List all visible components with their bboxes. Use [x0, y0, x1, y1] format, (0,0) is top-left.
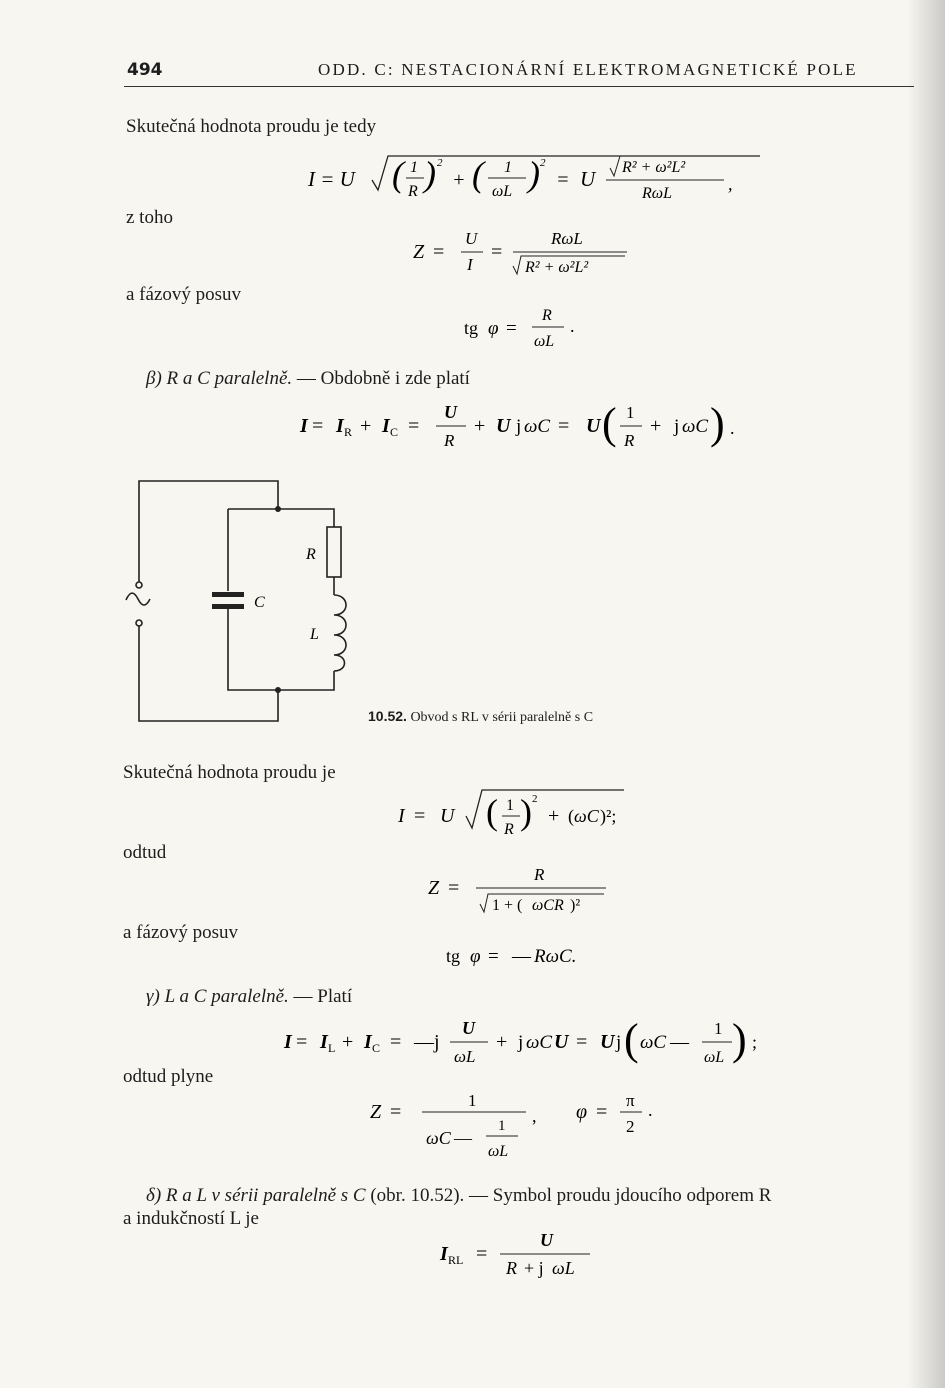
svg-text:ωC: ωC — [640, 1032, 667, 1053]
svg-text:1: 1 — [504, 159, 512, 176]
equation-current-1-drawing — [300, 150, 760, 210]
svg-text:ωCR: ωCR — [532, 897, 564, 914]
svg-text:=: = — [506, 318, 517, 339]
svg-text:L: L — [328, 1041, 336, 1055]
equation-current-2 — [392, 786, 652, 850]
svg-text:): ) — [710, 399, 725, 448]
svg-text:): ) — [732, 1015, 747, 1064]
svg-text:I: I — [336, 415, 344, 437]
svg-text:ωC: ωC — [682, 416, 709, 437]
svg-text:RωC.: RωC. — [534, 946, 577, 967]
capacitor-plate-top — [212, 592, 244, 597]
svg-text:=: = — [433, 241, 445, 263]
equation-impedance-2 — [420, 858, 620, 926]
svg-text:2: 2 — [540, 157, 546, 169]
svg-text:(: ( — [472, 154, 484, 194]
equation-current-gamma-drawing — [280, 1012, 770, 1076]
svg-text:Z: Z — [370, 1101, 382, 1123]
svg-text:U: U — [496, 415, 511, 437]
svg-text:)²;: )²; — [600, 806, 617, 826]
svg-text:I: I — [284, 1031, 292, 1053]
svg-text:I: I — [467, 255, 473, 274]
delta-heading: δ) R a L v sérii paralelně s C — [146, 1185, 366, 1206]
svg-text:1: 1 — [498, 1118, 506, 1134]
svg-text:U: U — [540, 1230, 553, 1250]
svg-text:ωL: ωL — [492, 183, 513, 200]
equation-impedance-2-drawing — [420, 858, 620, 922]
running-title: ODD. C: NESTACIONÁRNÍ ELEKTROMAGNETICKÉ POLE — [318, 60, 858, 79]
svg-text:U: U — [600, 1031, 615, 1053]
svg-text:=: = — [390, 1031, 402, 1053]
svg-text:1: 1 — [626, 403, 635, 422]
svg-text:+: + — [360, 415, 372, 437]
svg-text:2: 2 — [437, 157, 443, 169]
svg-text:U: U — [440, 805, 455, 827]
svg-text:j: j — [518, 1032, 524, 1053]
svg-text:): ) — [424, 154, 436, 194]
equation-current-1 — [300, 150, 760, 216]
svg-text:=: = — [296, 1031, 308, 1053]
svg-text:Z: Z — [413, 241, 425, 263]
svg-text:ωL: ωL — [704, 1049, 725, 1066]
circuit-figure — [120, 475, 380, 734]
svg-text:—j: —j — [414, 1031, 440, 1053]
paragraph-delta — [146, 1185, 771, 1207]
svg-text:R: R — [444, 431, 455, 450]
paragraph-gamma — [146, 986, 352, 1008]
svg-text:+ j: + j — [524, 1258, 544, 1278]
svg-text:;: ; — [752, 1032, 758, 1052]
svg-text:+: + — [650, 415, 662, 437]
svg-text:U: U — [580, 167, 596, 191]
svg-text:=: = — [491, 241, 503, 263]
caption-number: 10.52. — [368, 708, 407, 724]
svg-text:π: π — [626, 1091, 635, 1110]
svg-text:=: = — [390, 1101, 402, 1123]
svg-text:=: = — [414, 805, 426, 827]
svg-text:U: U — [444, 402, 457, 422]
svg-text:tg: tg — [464, 318, 479, 338]
svg-text:=: = — [408, 415, 420, 437]
svg-text:U: U — [554, 1031, 569, 1053]
svg-text:)²: )² — [570, 897, 581, 914]
svg-text:,: , — [728, 174, 733, 194]
label-fazovy-posuv-1: a fázový posuv — [126, 284, 242, 305]
svg-text:+: + — [548, 805, 560, 827]
svg-text:=: = — [448, 877, 460, 899]
svg-text:,: , — [532, 1106, 537, 1126]
svg-text:φ: φ — [576, 1101, 588, 1123]
svg-text:2: 2 — [626, 1117, 635, 1136]
gamma-heading: γ) L a C paralelně. — [146, 986, 289, 1007]
label-fazovy-posuv-2: a fázový posuv — [123, 922, 239, 943]
svg-text:1 + (: 1 + ( — [492, 897, 523, 914]
svg-text:1: 1 — [506, 797, 514, 814]
svg-text:—: — — [670, 1032, 689, 1053]
svg-text:1: 1 — [468, 1091, 477, 1110]
paragraph-beta — [146, 368, 470, 390]
svg-text:): ) — [528, 154, 540, 194]
equation-current-beta-drawing — [296, 396, 756, 460]
svg-text:1: 1 — [714, 1019, 723, 1038]
equation-impedance-1-drawing — [405, 222, 645, 282]
equation-phase-1 — [460, 302, 600, 360]
svg-text:I: I — [364, 1031, 372, 1053]
svg-text:+: + — [342, 1031, 354, 1053]
svg-text:—: — — [512, 946, 531, 967]
svg-text:=: = — [312, 415, 324, 437]
svg-text:ωL: ωL — [454, 1047, 476, 1066]
label-R: R — [306, 546, 316, 563]
svg-text:R: R — [408, 183, 418, 200]
svg-text:): ) — [520, 792, 532, 832]
label-L: L — [310, 626, 319, 643]
svg-text:(: ( — [568, 806, 574, 826]
svg-text:ωC: ωC — [526, 1032, 553, 1053]
svg-text:ωL: ωL — [488, 1143, 509, 1160]
svg-text:=: = — [558, 415, 570, 437]
label-C: C — [254, 594, 265, 611]
equation-current-rl — [436, 1224, 606, 1292]
svg-text:C: C — [390, 425, 399, 439]
svg-text:I: I — [300, 415, 308, 437]
svg-text:RωL: RωL — [642, 185, 672, 202]
svg-text:(: ( — [486, 792, 498, 832]
svg-text:φ: φ — [470, 946, 481, 967]
svg-text:=: = — [476, 1243, 488, 1265]
svg-text:I: I — [398, 805, 405, 827]
svg-text:ωL: ωL — [534, 333, 555, 350]
equation-current-2-drawing — [392, 786, 652, 846]
svg-text:R: R — [344, 425, 353, 439]
svg-text:R² + ω²L²: R² + ω²L² — [525, 259, 589, 276]
svg-text:R: R — [504, 821, 514, 838]
svg-text:(: ( — [602, 399, 617, 448]
circuit-diagram — [120, 475, 380, 730]
equation-impedance-gamma — [366, 1086, 676, 1174]
equation-current-beta — [296, 396, 756, 464]
figure-caption — [368, 708, 593, 726]
svg-text:=: = — [556, 169, 570, 191]
svg-text:(: ( — [624, 1015, 639, 1064]
svg-text:.: . — [730, 418, 735, 438]
caption-text: Obvod s RL v sérii paralelně s C — [406, 710, 594, 725]
svg-text:ωL: ωL — [552, 1258, 575, 1278]
svg-text:U: U — [586, 415, 601, 437]
svg-text:φ: φ — [488, 318, 499, 339]
svg-text:tg: tg — [446, 946, 461, 966]
svg-text:.: . — [570, 316, 575, 336]
svg-text:ωC: ωC — [524, 416, 551, 437]
label-odtud: odtud — [123, 842, 167, 863]
svg-text:(: ( — [392, 154, 404, 194]
beta-text: — Obdobně i zde platí — [292, 368, 470, 389]
svg-text:I: I — [320, 1031, 328, 1053]
svg-text:RωL: RωL — [551, 229, 583, 248]
svg-text:I: I — [440, 1243, 448, 1265]
svg-text:R: R — [506, 1258, 517, 1278]
svg-text:+: + — [496, 1031, 508, 1053]
equation-current-rl-drawing — [436, 1224, 606, 1288]
svg-text:U: U — [462, 1018, 475, 1038]
page-edge-shadow — [907, 0, 945, 1388]
equation-current-gamma — [280, 1012, 770, 1080]
svg-text:1: 1 — [410, 159, 418, 176]
svg-text:j: j — [674, 416, 680, 437]
equation-phase-2-drawing — [444, 940, 604, 974]
svg-text:R² + ω²L²: R² + ω²L² — [622, 159, 686, 176]
svg-text:U: U — [465, 229, 478, 248]
page-number: 494 — [127, 60, 163, 80]
header-rule — [124, 86, 914, 87]
equation-phase-1-drawing — [460, 302, 600, 356]
label-z-toho: z toho — [126, 207, 173, 228]
delta-line-2: a indukčností L je — [123, 1208, 259, 1229]
svg-text:—: — — [454, 1128, 472, 1148]
svg-text:C: C — [372, 1041, 381, 1055]
svg-text:j: j — [516, 416, 522, 437]
svg-text:j: j — [616, 1032, 622, 1053]
svg-text:R: R — [542, 307, 552, 324]
svg-text:+: + — [474, 415, 486, 437]
svg-text:2: 2 — [532, 793, 538, 805]
gamma-text: — Platí — [288, 986, 353, 1007]
equation-impedance-gamma-drawing — [366, 1086, 676, 1170]
svg-text:I = U: I = U — [308, 167, 355, 191]
svg-text:Z: Z — [428, 877, 440, 899]
svg-text:R: R — [534, 865, 545, 884]
beta-heading: β) R a C paralelně. — [146, 368, 293, 389]
paragraph-skutecna-1: Skutečná hodnota proudu je tedy — [126, 116, 377, 137]
svg-text:=: = — [488, 946, 499, 967]
svg-text:.: . — [648, 1100, 653, 1120]
svg-text:=: = — [576, 1031, 588, 1053]
paragraph-skutecna-2: Skutečná hodnota proudu je — [123, 762, 336, 783]
svg-text:R: R — [624, 431, 635, 450]
delta-text: (obr. 10.52). — Symbol proudu jdoucího odporem R — [365, 1185, 772, 1206]
svg-text:+: + — [452, 169, 466, 191]
capacitor-plate-bottom — [212, 604, 244, 609]
label-odtud-plyne: odtud plyne — [123, 1066, 214, 1087]
equation-impedance-1 — [405, 222, 645, 286]
svg-text:ωC: ωC — [426, 1128, 451, 1148]
svg-text:=: = — [596, 1101, 608, 1123]
equation-phase-2 — [444, 940, 604, 978]
svg-text:RL: RL — [448, 1253, 464, 1267]
svg-text:I: I — [382, 415, 390, 437]
svg-text:ωC: ωC — [574, 806, 599, 826]
